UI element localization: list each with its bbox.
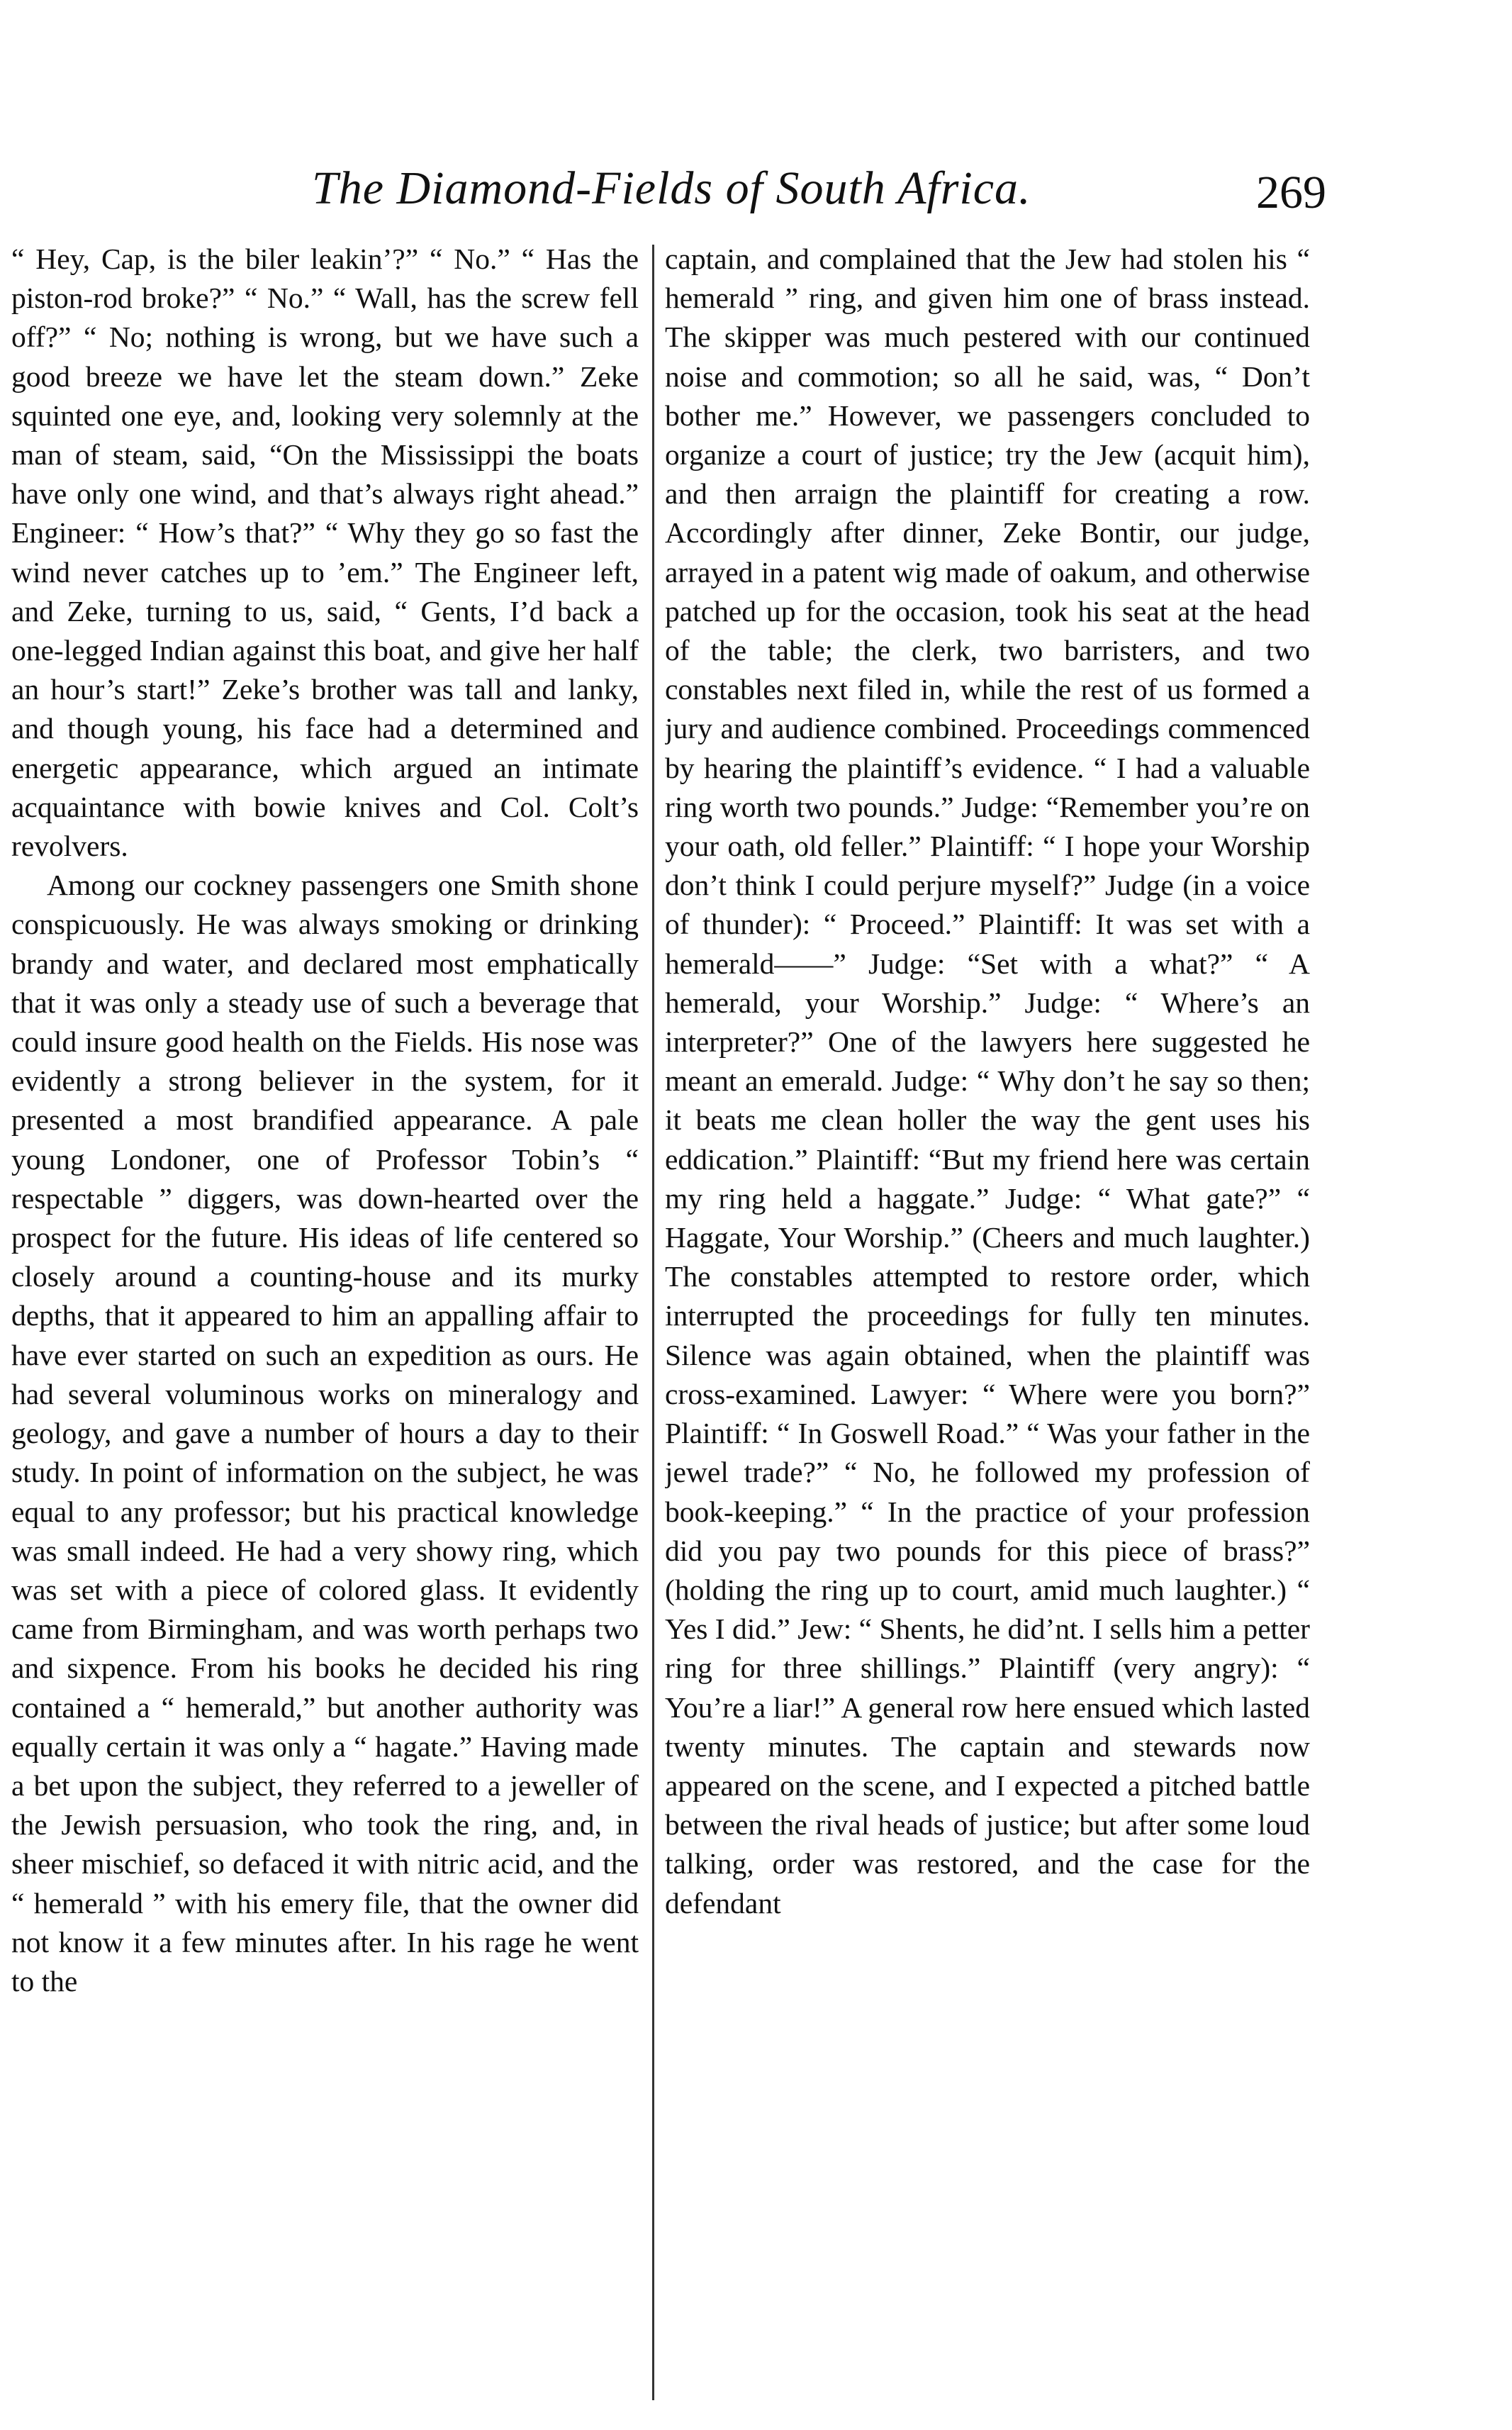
paragraph: Among our cockney passengers one Smith shone conspicuously. He was always smoking or drinking brandy and water, and declared most emphatically that it was only a steady use of such a beverage that could insure good health on the Fields. His nose was evidently a strong believer in the system, for it presented a most brandified appearance. A pale young Londoner, one of Professor Tobin’s “ respectable ” diggers, was down-hearted over the prospect for the future. His ideas of life centered so closely around a counting-house and its murky depths, that it appeared to him an appalling affair to have ever started on such an expedition as ours. He had several voluminous works on mineralogy and geology, and gave a number of hours a day to their study. In point of information on the subject, he was equal to any professor; but his practical knowledge was small indeed. He had a very showy ring, which was set with a piece of colored glass. It evidently came from Birmingham, and was worth perhaps two and sixpence. From his books he decided his ring contained a “ hemerald,” but another authority was equally certain it was only a “ hagate.” Having made a bet upon the subject, they referred to a jeweller of the Jewish persuasion, who took the ring, and, in sheer mischief, so defaced it with nitric acid, and the “ hemerald ” with his emery file, that the owner did not know it a few minutes after. In his rage he went to the [11, 869, 639, 1997]
page-number: 269 [1256, 167, 1326, 218]
paragraph: “ Hey, Cap, is the biler leakin’?” “ No.” “ Has the piston-rod broke?” “ No.” “ Wall, has the screw fell off?” “ No; nothing is wrong, but we have such a good breeze we have let the steam down.” Zeke squinted one eye, and, looking very solemnly at the man of steam, said, “On the Mississippi the boats have only one wind, and that’s always right ahead.” Engineer: “ How’s that?” “ Why they go so fast the wind never catches up to ’em.” The Engineer left, and Zeke, turning to us, said, “ Gents, I’d back a one-legged Indian against this boat, and give her half an hour’s start!” Zeke’s brother was tall and lanky, and though young, his face had a determined and energetic appearance, which argued an intimate acquaintance with bowie knives and Col. Colt’s revolvers. [11, 243, 639, 863]
right-column [665, 240, 1310, 2409]
paragraph: captain, and complained that the Jew had stolen his “ hemerald ” ring, and given him one of brass instead. The skipper was much pestered with our continued noise and commotion; so all he said, was, “ Don’t bother me.” However, we passengers concluded to organize a court of justice; try the Jew (acquit him), and then arraign the plaintiff for creating a row. Accordingly after dinner, Zeke Bontir, our judge, arrayed in a patent wig made of oakum, and otherwise patched up for the occasion, took his seat at the head of the table; the clerk, two barristers, and two constables next filed in, while the rest of us formed a jury and audience combined. Proceedings commenced by hearing the plaintiff’s evidence. “ I had a valuable ring worth two pounds.” Judge: “Remember you’re on your oath, old feller.” Plaintiff: “ I hope your Worship don’t think I could perjure myself?” Judge (in a voice of thunder): “ Proceed.” Plaintiff: It was set with a hemerald——” Judge: “Set with a what?” “ A hemerald, your Worship.” Judge: “ Where’s an interpreter?” One of the lawyers here suggested he meant an emerald. Judge: “ Why don’t he say so then; it beats me clean holler the way the gent uses his eddication.” Plaintiff: “But my friend here was certain my ring held a haggate.” Judge: “ What gate?” “ Haggate, Your Worship.” (Cheers and much laughter.) The constables attempted to restore order, which interrupted the proceedings for fully ten minutes. Silence was again obtained, when the plaintiff was cross-examined. Lawyer: “ Where were you born?” Plaintiff: “ In Goswell Road.” “ Was your father in the jewel trade?” “ No, he followed my profession of book-keeping.” “ In the practice of your profession did you pay two pounds for this piece of brass?” (holding the ring up to court, amid much laughter.) “ Yes I did.” Jew: “ Shents, he did’nt. I sells him a petter ring for three shillings.” Plaintiff (very angry): “ You’re a liar!” A general row here ensued which lasted twenty minutes. The captain and stewards now appeared on the scene, and I expected a pitched battle between the rival heads of justice; but after some loud talking, order was restored, and the case for the defendant [665, 243, 1310, 1919]
running-title: The Diamond-Fields of South Africa. [312, 162, 1031, 214]
left-column [11, 240, 639, 2409]
column-divider [652, 245, 654, 2400]
page-header [0, 162, 1512, 225]
